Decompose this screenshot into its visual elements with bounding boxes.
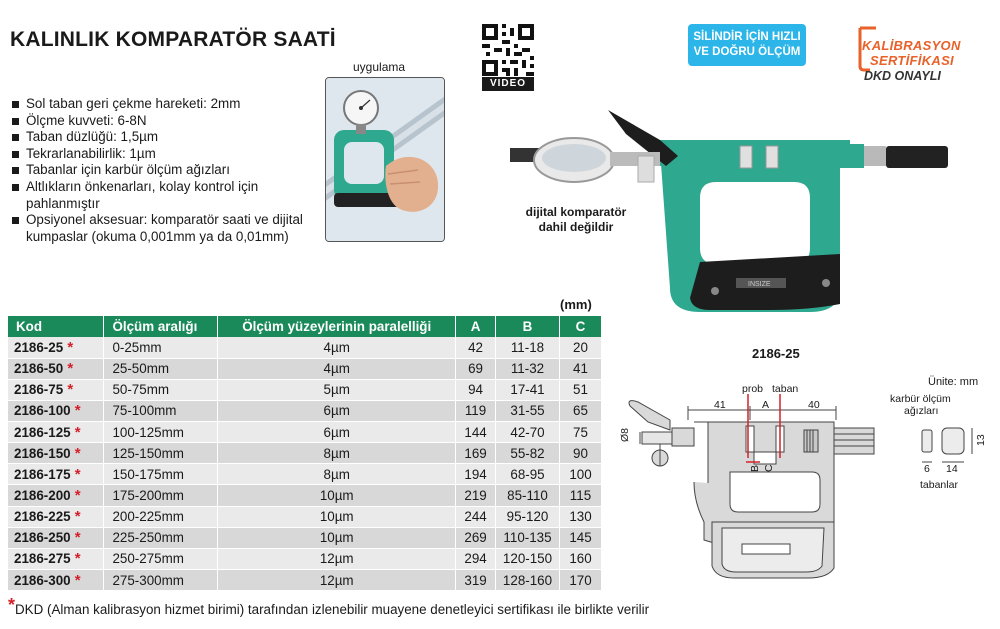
cell-range-text: 75-100mm [112, 403, 177, 419]
cell-c-text: 145 [569, 530, 592, 546]
asterisk-icon: * [70, 423, 81, 441]
dimension-13: 13 [975, 434, 987, 446]
cell-a-text: 119 [464, 403, 487, 419]
cell-parallelism [218, 337, 456, 358]
cell-range [104, 379, 218, 400]
cell-code [8, 443, 104, 464]
cell-parallelism [218, 527, 456, 548]
qr-code-icon[interactable] [482, 24, 534, 76]
product-note [506, 205, 646, 235]
feature-item: Tekrarlanabilirlik: 1µm [10, 146, 330, 163]
cell-b-text: 120-150 [502, 551, 553, 567]
cell-parallelism-text: 5µm [323, 382, 350, 398]
application-photo-illustration [326, 78, 445, 242]
cell-b-text: 95-120 [506, 509, 549, 525]
cell-range-text: 200-225mm [112, 509, 184, 525]
cell-c-text: 41 [573, 361, 588, 377]
asterisk-icon: * [63, 360, 74, 378]
cell-parallelism-text: 10µm [319, 530, 354, 546]
dimension-c: C [763, 464, 775, 472]
header-c: C [559, 316, 601, 337]
dimension-6: 6 [924, 463, 930, 475]
header-a: A [456, 316, 496, 337]
cell-c [559, 422, 601, 443]
cell-parallelism [218, 443, 456, 464]
cell-a-text: 294 [464, 551, 487, 567]
cell-parallelism-text: 12µm [319, 572, 354, 588]
cell-a-text: 269 [464, 530, 487, 546]
asterisk-icon: * [70, 508, 81, 526]
cell-b-text: 55-82 [510, 445, 545, 461]
cell-code-text: 2186-250 [14, 530, 71, 546]
cell-c [559, 548, 601, 569]
asterisk-icon: * [70, 465, 81, 483]
cell-a [456, 464, 496, 485]
feature-item: Taban düzlüğü: 1,5µm [10, 129, 330, 146]
cell-code-text: 2186-275 [14, 551, 71, 567]
drawing-unit-label: Ünite: mm [928, 376, 979, 388]
cell-b [496, 485, 560, 506]
cell-parallelism-text: 10µm [319, 509, 354, 525]
asterisk-icon: * [63, 338, 74, 356]
cell-c [559, 443, 601, 464]
header-b: B [496, 316, 560, 337]
asterisk-icon: * [70, 402, 81, 420]
drawing-model-label: 2186-25 [752, 346, 800, 361]
cell-code-text: 2186-75 [14, 382, 64, 398]
asterisk-icon: * [8, 595, 16, 615]
cell-b-text: 128-160 [502, 572, 553, 588]
cell-range [104, 443, 218, 464]
cell-range [104, 570, 218, 591]
cell-parallelism-text: 6µm [323, 424, 350, 440]
cell-code [8, 485, 104, 506]
cell-a [456, 485, 496, 506]
cell-b [496, 422, 560, 443]
cell-c [559, 527, 601, 548]
cell-range-text: 275-300mm [112, 572, 184, 588]
cell-a [456, 548, 496, 569]
table-row [8, 358, 602, 379]
cell-range [104, 506, 218, 527]
cell-b-text: 42-70 [510, 424, 545, 440]
cell-c-text: 115 [569, 488, 592, 504]
cell-range-text: 100-125mm [112, 424, 184, 440]
cell-code-text: 2186-25 [14, 339, 64, 355]
cell-c-text: 100 [569, 466, 592, 482]
product-note-line: dahil değildir [538, 220, 614, 234]
cell-code [8, 422, 104, 443]
cell-c-text: 160 [569, 551, 592, 567]
cell-a [456, 358, 496, 379]
dimension-b: B [749, 464, 761, 472]
cell-b-text: 11-18 [510, 339, 545, 355]
feature-list [10, 96, 330, 245]
cell-parallelism [218, 464, 456, 485]
calibration-title: KALİBRASYON [862, 38, 961, 53]
cell-range [104, 400, 218, 421]
spec-table [8, 316, 602, 591]
feature-item: Ölçme kuvveti: 6-8N [10, 113, 330, 130]
cell-parallelism-text: 10µm [319, 488, 354, 504]
cell-a-text: 194 [464, 466, 487, 482]
cell-range [104, 422, 218, 443]
cell-range [104, 485, 218, 506]
cell-parallelism [218, 506, 456, 527]
cell-code-text: 2186-200 [14, 488, 71, 504]
cell-c [559, 485, 601, 506]
cell-parallelism-text: 12µm [319, 551, 354, 567]
cell-parallelism [218, 570, 456, 591]
feature-item: Sol taban geri çekme hareketi: 2mm [10, 96, 330, 113]
cell-a-text: 169 [464, 445, 487, 461]
table-row [8, 527, 602, 548]
cell-a-text: 69 [468, 361, 483, 377]
cell-parallelism [218, 379, 456, 400]
dimension-14: 14 [946, 463, 958, 475]
cell-b-text: 68-95 [510, 466, 545, 482]
cell-range-text: 0-25mm [112, 339, 162, 355]
header-range: Ölçüm aralığı [104, 316, 218, 337]
feature-item: Altlıkların önkenarları, kolay kontrol için pahlanmıştır [10, 179, 330, 212]
table-row [8, 485, 602, 506]
cell-range-text: 50-75mm [112, 382, 170, 398]
cell-range-text: 175-200mm [112, 488, 184, 504]
page-title: KALINLIK KOMPARATÖR SAATİ [10, 28, 336, 51]
application-photo [325, 77, 445, 242]
dimension-41: 41 [714, 399, 726, 411]
cell-c-text: 51 [573, 382, 588, 398]
dimension-40: 40 [808, 399, 820, 411]
cell-c [559, 379, 601, 400]
cell-a [456, 422, 496, 443]
footnote [8, 595, 650, 619]
cell-code-text: 2186-50 [14, 361, 64, 377]
asterisk-icon: * [70, 571, 81, 589]
cell-b [496, 379, 560, 400]
cell-b [496, 464, 560, 485]
cell-code [8, 527, 104, 548]
header-code: Kod [8, 316, 104, 337]
table-row [8, 570, 602, 591]
cell-b [496, 506, 560, 527]
cell-code [8, 570, 104, 591]
label-carbide-line1: karbür ölçüm [890, 393, 951, 405]
cell-code [8, 400, 104, 421]
cell-range [104, 464, 218, 485]
asterisk-icon: * [70, 529, 81, 547]
cell-a [456, 337, 496, 358]
cell-range-text: 225-250mm [112, 530, 184, 546]
cell-c-text: 130 [569, 509, 592, 525]
cell-parallelism-text: 8µm [323, 445, 350, 461]
cell-parallelism [218, 422, 456, 443]
cell-range [104, 527, 218, 548]
cell-c-text: 90 [573, 445, 588, 461]
label-tabanlar: tabanlar [920, 479, 958, 491]
feature-badge-line: VE DOĞRU ÖLÇÜM [693, 46, 801, 58]
cell-c [559, 506, 601, 527]
cell-b [496, 400, 560, 421]
cell-range-text: 125-150mm [112, 445, 184, 461]
cell-range-text: 150-175mm [112, 466, 184, 482]
cell-a-text: 319 [464, 572, 487, 588]
feature-item: Tabanlar için karbür ölçüm ağızları [10, 162, 330, 179]
cell-b-text: 11-32 [510, 361, 545, 377]
cell-code-text: 2186-300 [14, 572, 71, 588]
table-row [8, 443, 602, 464]
asterisk-icon: * [70, 444, 81, 462]
cell-a [456, 527, 496, 548]
cell-a [456, 443, 496, 464]
label-prob: prob [742, 383, 764, 395]
table-row [8, 464, 602, 485]
table-row [8, 548, 602, 569]
cell-b-text: 85-110 [507, 488, 548, 504]
cell-range [104, 337, 218, 358]
video-label[interactable]: VIDEO [482, 77, 534, 91]
cell-c [559, 400, 601, 421]
table-header-row [8, 316, 602, 337]
feature-badge-line: SİLİNDİR İÇİN HIZLI [693, 31, 801, 43]
cell-parallelism-text: 6µm [323, 403, 350, 419]
calibration-approval: DKD ONAYLI [864, 69, 941, 83]
cell-a-text: 144 [464, 424, 487, 440]
application-label: uygulama [353, 60, 406, 74]
cell-range [104, 548, 218, 569]
cell-b [496, 443, 560, 464]
feature-item: Opsiyonel aksesuar: komparatör saati ve dijital kumpaslar (okuma 0,001mm ya da 0,01mm) [10, 212, 330, 245]
cell-b-text: 110-135 [503, 530, 552, 546]
asterisk-icon: * [63, 381, 74, 399]
cell-code-text: 2186-175 [14, 466, 71, 482]
cell-code [8, 506, 104, 527]
cell-a-text: 219 [464, 488, 487, 504]
calibration-subtitle: SERTİFİKASI [870, 53, 954, 68]
product-note-line: dijital komparatör [525, 205, 627, 219]
cell-c-text: 65 [573, 403, 588, 419]
footnote-text: DKD (Alman kalibrasyon hizmet birimi) tarafından izlenebilir muayene denetleyici sertifikası ile birlikte verilir [15, 602, 650, 617]
cell-a [456, 570, 496, 591]
cell-range-text: 250-275mm [112, 551, 184, 567]
label-taban: taban [772, 383, 799, 395]
cell-b-text: 31-55 [510, 403, 545, 419]
cell-b [496, 358, 560, 379]
cell-c-text: 20 [573, 339, 588, 355]
dimension-a: A [762, 399, 770, 411]
cell-code [8, 379, 104, 400]
cell-c-text: 170 [569, 572, 592, 588]
cell-b-text: 17-41 [510, 382, 545, 398]
cell-code [8, 337, 104, 358]
cell-b [496, 548, 560, 569]
header-parallelism: Ölçüm yüzeylerinin paralelliği [218, 316, 456, 337]
cell-c-text: 75 [573, 424, 588, 440]
cell-a [456, 400, 496, 421]
cell-b [496, 570, 560, 591]
cell-code-text: 2186-150 [14, 445, 71, 461]
cell-c [559, 337, 601, 358]
technical-drawing [608, 372, 998, 622]
table-row [8, 422, 602, 443]
cell-c [559, 358, 601, 379]
cell-parallelism-text: 4µm [323, 361, 350, 377]
cell-b [496, 527, 560, 548]
dimension-diameter-8: Ø8 [619, 427, 631, 442]
cell-parallelism [218, 485, 456, 506]
table-row [8, 337, 602, 358]
feature-badge [688, 24, 806, 66]
cell-c [559, 464, 601, 485]
table-row [8, 506, 602, 527]
cell-code [8, 464, 104, 485]
cell-parallelism [218, 400, 456, 421]
cell-a-text: 244 [464, 509, 487, 525]
cell-range [104, 358, 218, 379]
cell-a-text: 42 [468, 339, 483, 355]
table-row [8, 379, 602, 400]
asterisk-icon: * [70, 487, 81, 505]
cell-parallelism [218, 358, 456, 379]
cell-a [456, 506, 496, 527]
cell-c [559, 570, 601, 591]
cell-a [456, 379, 496, 400]
asterisk-icon: * [70, 550, 81, 568]
cell-range-text: 25-50mm [112, 361, 170, 377]
cell-parallelism [218, 548, 456, 569]
cell-parallelism-text: 8µm [323, 466, 350, 482]
cell-parallelism-text: 4µm [323, 339, 350, 355]
cell-code-text: 2186-100 [14, 403, 71, 419]
cell-code [8, 358, 104, 379]
cell-code-text: 2186-125 [14, 424, 71, 440]
cell-code [8, 548, 104, 569]
cell-b [496, 337, 560, 358]
product-brand-tag: INSIZE [748, 281, 771, 288]
table-row [8, 400, 602, 421]
label-carbide-line2: ağızları [904, 405, 939, 417]
table-unit: (mm) [560, 297, 592, 312]
cell-a-text: 94 [468, 382, 483, 398]
cell-code-text: 2186-225 [14, 509, 71, 525]
